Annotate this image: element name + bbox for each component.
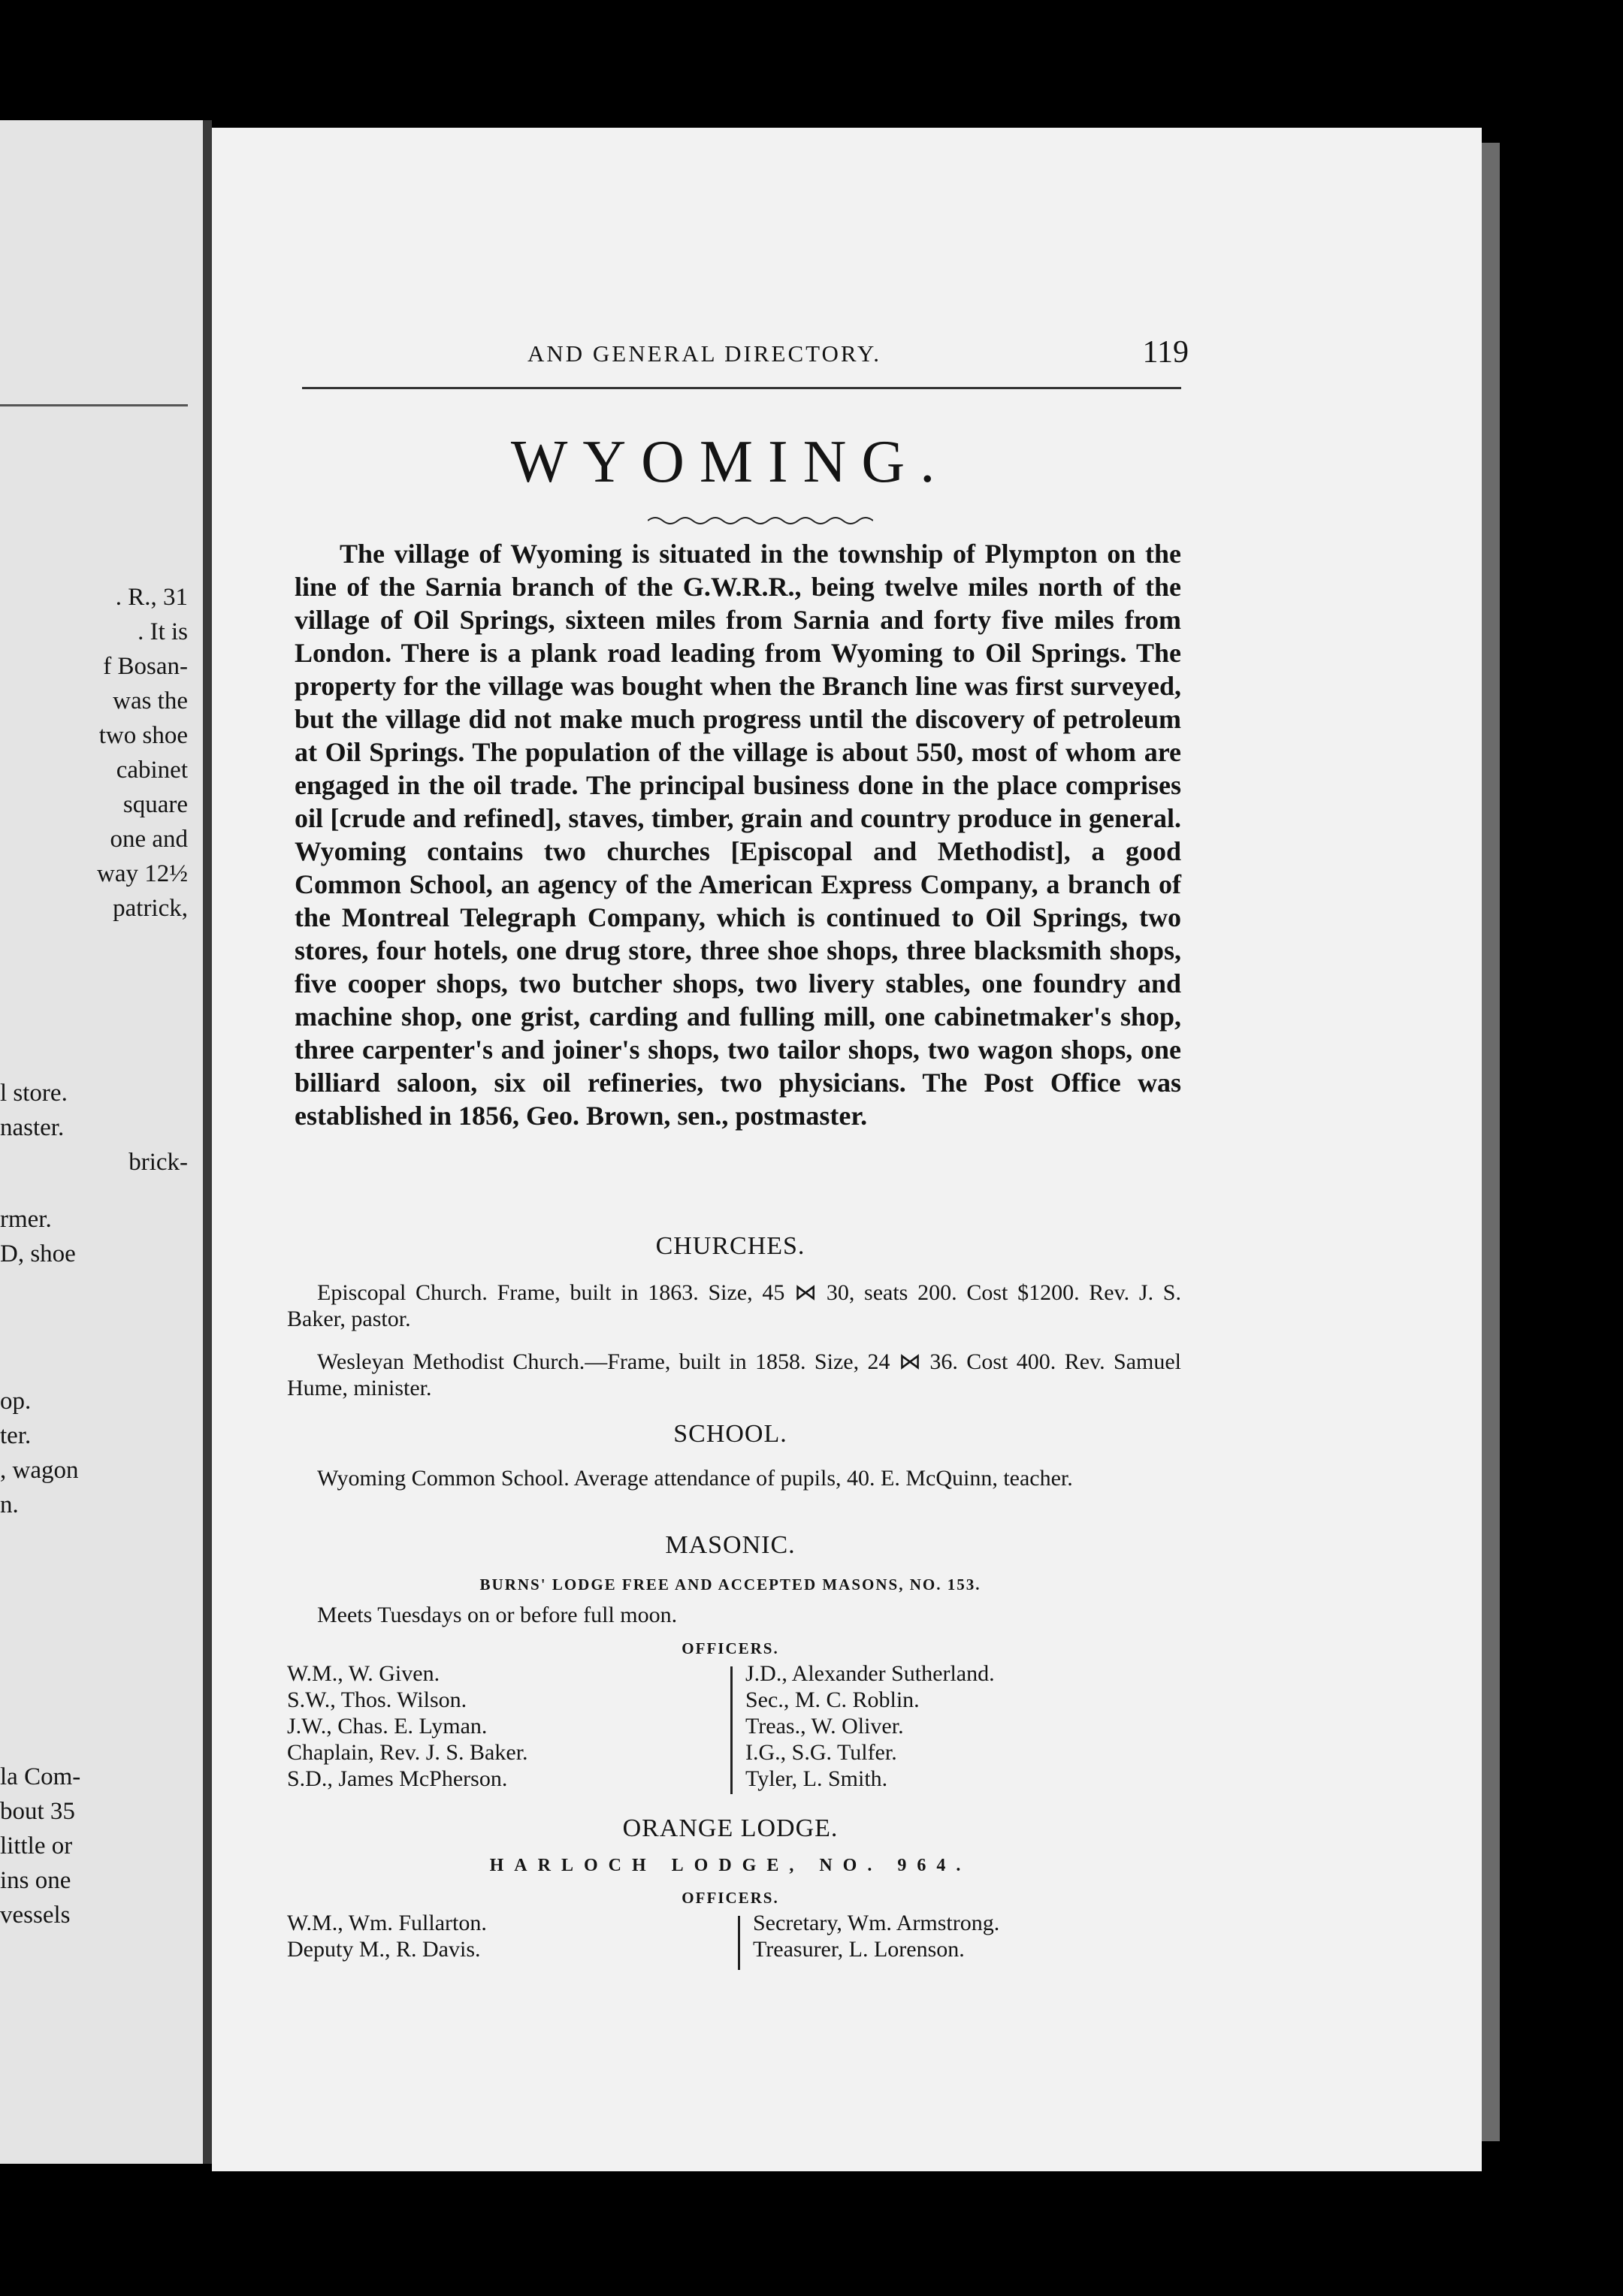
left-fragment: , wagon (0, 1457, 79, 1484)
page-number: 119 (1142, 335, 1189, 370)
left-fragment: . It is (138, 618, 188, 645)
masonic-officers-label: OFFICERS. (682, 1639, 779, 1657)
title-ornament (648, 515, 873, 527)
left-fragment: way 12½ (97, 860, 188, 887)
officers-divider (738, 1916, 740, 1970)
orange-heading: ORANGE LODGE. (622, 1814, 839, 1842)
officer-line: J.W., Chas. E. Lyman. (287, 1714, 488, 1739)
officer-line: S.D., James McPherson. (287, 1766, 508, 1791)
left-fragment: l store. (0, 1080, 68, 1107)
left-fragment: la Com- (0, 1763, 81, 1790)
left-fragment: patrick, (113, 895, 188, 922)
left-fragment: one and (110, 826, 188, 853)
masonic-lodge-name: BURNS' LODGE FREE AND ACCEPTED MASONS, NO. 153. (479, 1575, 981, 1594)
masonic-officers-left (287, 1660, 528, 1792)
officer-line: S.W., Thos. Wilson. (287, 1687, 467, 1712)
book-gutter (203, 120, 212, 2164)
officer-line: W.M., Wm. Fullarton. (287, 1911, 487, 1935)
left-fragment: op. (0, 1388, 32, 1415)
school-heading: SCHOOL. (673, 1420, 787, 1448)
orange-lodge-name: HARLOCH LODGE, NO. 964. (489, 1856, 972, 1875)
officer-line: Treas., W. Oliver. (745, 1714, 904, 1739)
school-entry: Wyoming Common School. Average attendance of pupils, 40. E. McQuinn, teacher. (317, 1466, 1073, 1491)
left-fragment: little or (0, 1832, 73, 1859)
orange-officers-label: OFFICERS. (682, 1889, 779, 1907)
page-title: WYOMING. (510, 429, 951, 495)
left-fragment: was the (113, 687, 188, 714)
officer-line: I.G., S.G. Tulfer. (745, 1740, 897, 1765)
left-fragment: ins one (0, 1867, 71, 1894)
header-rule (302, 387, 1181, 389)
left-fragment: ter. (0, 1422, 32, 1449)
left-fragment: bout 35 (0, 1798, 75, 1825)
officer-line: Treasurer, L. Lorenson. (753, 1937, 965, 1962)
left-fragment: . R., 31 (115, 584, 188, 611)
officer-line: Tyler, L. Smith. (745, 1766, 888, 1791)
left-facing-page (0, 120, 203, 2164)
orange-officers-right (753, 1910, 999, 1962)
churches-heading: CHURCHES. (655, 1232, 805, 1260)
officer-line: Chaplain, Rev. J. S. Baker. (287, 1740, 528, 1765)
intro-paragraph: The village of Wyoming is situated in the township of Plympton on the line of the Sarnia branch of the G.W.R.R., being twelve miles north of the village of Oil Springs, sixteen miles from Sarnia and forty five miles from London. There is a plank road leading from Wyoming to Oil Springs. The property for the village was bought when the Branch line was first surveyed, but the village did not make much progress until the discovery of petroleum at Oil Springs. The population of the village is about 550, most of whom are engaged in the oil trade. The principal business done in the place comprises oil [crude and refined], staves, timber, grain and country produce in general. Wyoming contains two churches [Episcopal and Methodist], a good Common School, an agency of the American Express Company, a branch of the Montreal Telegraph Company, which is continued to Oil Springs, two stores, four hotels, one drug store, three shoe shops, three blacksmith shops, five cooper shops, two butcher shops, two livery stables, one foundry and machine shop, one grist, carding and fulling mill, one cabinetmaker's shop, three carpenter's and joiner's shops, two tailor shops, two wagon shops, one billiard saloon, six oil refineries, two physicians. The Post Office was established in 1856, Geo. Brown, sen., postmaster. (295, 539, 1181, 1131)
officer-line: W.M., W. Given. (287, 1661, 440, 1686)
masonic-heading: MASONIC. (665, 1531, 796, 1559)
officers-divider (730, 1666, 733, 1794)
left-fragment: f Bosan- (103, 653, 188, 680)
left-fragment: rmer. (0, 1206, 52, 1233)
left-fragment: vessels (0, 1902, 71, 1929)
left-fragment: two shoe (98, 722, 188, 749)
page-header (302, 335, 1189, 378)
orange-officers (287, 1910, 1189, 1970)
left-fragment: brick- (128, 1149, 188, 1176)
left-fragment: D, shoe (0, 1240, 76, 1267)
officer-line: Secretary, Wm. Armstrong. (753, 1911, 1000, 1935)
masonic-meets: Meets Tuesdays on or before full moon. (317, 1603, 678, 1627)
officer-line: Sec., M. C. Roblin. (745, 1687, 920, 1712)
left-fragment: square (122, 791, 188, 818)
running-title: AND GENERAL DIRECTORY. (527, 340, 882, 367)
left-page-header-rule (0, 404, 188, 406)
orange-officers-left (287, 1910, 487, 1962)
left-fragment: n. (0, 1491, 19, 1518)
church-entry: Episcopal Church. Frame, built in 1863. Size, 45 ⋈ 30, seats 200. Cost $1200. Rev. J. S. Baker, pastor. (287, 1280, 1181, 1331)
church-entry: Wesleyan Methodist Church.—Frame, built in 1858. Size, 24 ⋈ 36. Cost 400. Rev. Samuel Hume, minister. (287, 1349, 1181, 1400)
officer-line: Deputy M., R. Davis. (287, 1937, 481, 1962)
left-fragment: cabinet (116, 757, 188, 784)
left-fragment: naster. (0, 1114, 65, 1141)
masonic-officers (287, 1660, 1189, 1796)
page-edge (1482, 143, 1500, 2141)
officer-line: J.D., Alexander Sutherland. (745, 1661, 995, 1686)
masonic-officers-right (745, 1660, 995, 1792)
right-page (212, 128, 1482, 2171)
